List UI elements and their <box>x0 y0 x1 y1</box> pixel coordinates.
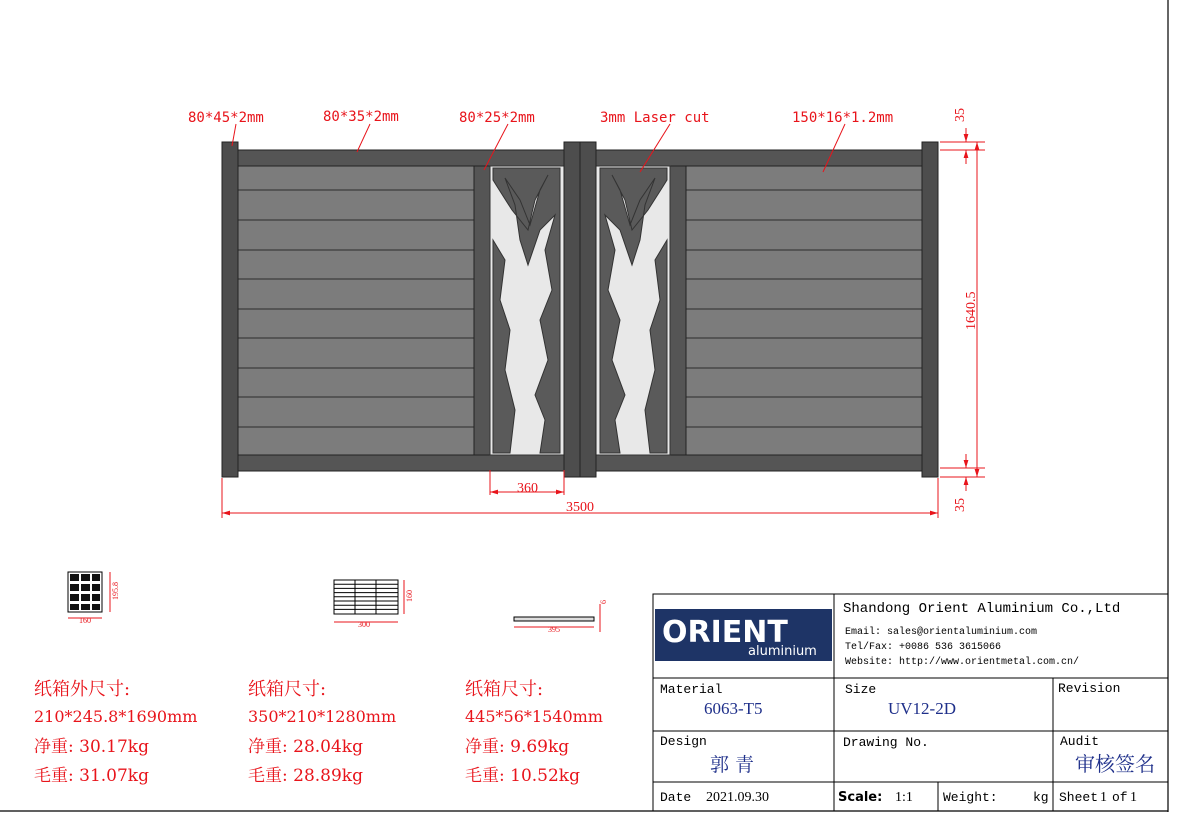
gate-elevation <box>222 142 938 477</box>
drawing-no-label: Drawing No. <box>843 735 929 750</box>
left-inner-frame <box>474 166 490 455</box>
pkg3-size: 445*56*1540mm <box>465 707 603 726</box>
dim-total-width: 3500 <box>566 500 594 515</box>
callout-slat: 150*16*1.2mm <box>792 110 894 126</box>
pkg2-gross: 毛重: 28.89kg <box>248 766 363 786</box>
pkg2-width: 300 <box>358 620 370 629</box>
pkg1-height: 195.8 <box>111 582 120 600</box>
pkg3-width: 395 <box>548 625 560 634</box>
sheet-number: 1 <box>1100 790 1107 805</box>
left-laser-panel <box>490 166 564 455</box>
callout-post: 80*45*2mm <box>188 110 264 126</box>
dim-bottom: 35 <box>953 498 968 512</box>
left-top-rail <box>238 150 564 166</box>
company-email: Email: sales@orientaluminium.com <box>845 627 1038 638</box>
company-name: Shandong Orient Aluminium Co.,Ltd <box>843 601 1121 617</box>
sheet-label: Sheet <box>1059 790 1099 805</box>
pkg1-size: 210*245.8*1690mm <box>34 707 198 726</box>
company-website: Website: http://www.orientmetal.com.cn/ <box>845 657 1080 668</box>
date-label: Date <box>660 790 692 805</box>
pkg2-label: 纸箱尺寸: <box>248 679 327 700</box>
sheet-total: 1 <box>1130 790 1137 805</box>
date-value: 2021.09.30 <box>706 790 769 805</box>
center-post-left <box>564 142 580 477</box>
material-label: Material <box>660 682 723 697</box>
right-post <box>922 142 938 477</box>
weight-label: Weight: <box>943 790 998 805</box>
pkg3-net: 净重: 9.69kg <box>465 737 570 757</box>
audit-label: Audit <box>1060 734 1100 749</box>
right-laser-panel <box>596 166 670 455</box>
sheet-of: of <box>1112 790 1128 805</box>
pkg1-width: 160 <box>79 616 91 625</box>
size-label: Size <box>845 682 877 697</box>
callout-laser: 3mm Laser cut <box>600 110 710 126</box>
pkg3-label: 纸箱尺寸: <box>465 679 544 700</box>
logo-main: ORIENT <box>662 615 788 650</box>
package-sketch-1 <box>68 572 120 625</box>
pkg1-net: 净重: 30.17kg <box>34 737 149 757</box>
center-post-right <box>580 142 596 477</box>
left-post <box>222 142 238 477</box>
pkg3-gross: 毛重: 10.52kg <box>465 766 580 786</box>
pkg3-height: 6 <box>599 600 608 604</box>
pkg2-size: 350*210*1280mm <box>248 707 397 726</box>
package-sketch-3 <box>514 600 608 634</box>
revision-label: Revision <box>1058 681 1121 696</box>
dim-top: 35 <box>953 108 968 122</box>
design-label: Design <box>660 734 707 749</box>
package-info <box>34 679 603 786</box>
audit-value: 审核签名 <box>1075 752 1155 776</box>
dim-panel-width: 360 <box>517 481 538 496</box>
size-value: UV12-2D <box>888 699 956 718</box>
callout-frame: 80*35*2mm <box>323 109 399 125</box>
orient-logo <box>655 609 832 661</box>
callout-inner-frame: 80*25*2mm <box>459 110 535 126</box>
scale-value: 1:1 <box>895 790 913 805</box>
scale-label: Scale: <box>838 790 883 805</box>
package-sketch-2 <box>334 580 414 629</box>
design-value: 郭 青 <box>710 754 755 776</box>
pkg1-label: 纸箱外尺寸: <box>34 679 131 700</box>
right-inner-frame <box>670 166 686 455</box>
dim-height: 1640.5 <box>964 291 979 330</box>
material-value: 6063-T5 <box>704 699 763 718</box>
pkg1-gross: 毛重: 31.07kg <box>34 766 149 786</box>
weight-unit: kg <box>1033 790 1049 805</box>
pkg2-height: 160 <box>405 590 414 602</box>
pkg2-net: 净重: 28.04kg <box>248 737 363 757</box>
logo-sub: aluminium <box>748 644 817 659</box>
right-bottom-rail <box>596 455 922 471</box>
company-tel: Tel/Fax: +0086 536 3615066 <box>845 642 1002 653</box>
left-bottom-rail <box>238 455 564 471</box>
